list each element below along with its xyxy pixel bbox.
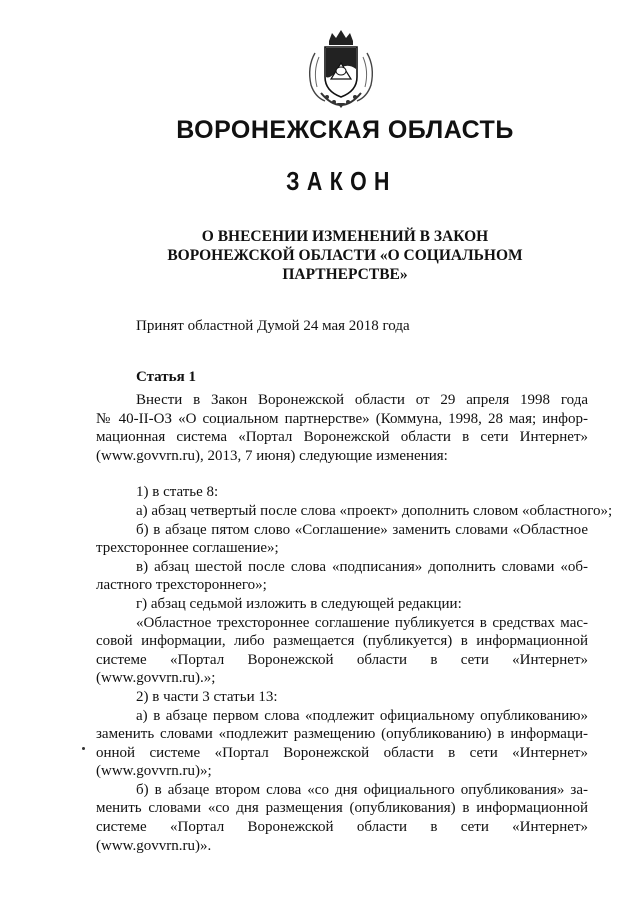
body-text-line: № 40-II-ОЗ «О социальном партнерстве» (Коммуна, 1998, 28 мая; инфор- — [96, 410, 588, 427]
body-text-line: г) абзац седьмой изложить в следующей редакции: — [136, 595, 462, 612]
body-text-line: системе «Портал Воронежской области в сети «Интернет» — [96, 651, 588, 668]
body-text-line: (www.govvrn.ru).»; — [96, 670, 216, 687]
article-body — [96, 391, 613, 855]
body-text-line: онной системе «Портал Воронежской области в сети «Интернет» — [96, 744, 588, 761]
law-title — [150, 227, 540, 284]
body-text-line: (www.govvrn.ru)»; — [96, 763, 212, 780]
body-text-line: трехстороннее соглашение»; — [96, 540, 279, 557]
body-text-line: (www.govvrn.ru)». — [96, 837, 212, 854]
body-text-line: заменить словами «подлежит размещению (опубликованию) в информаци- — [96, 726, 588, 743]
body-text-line: ластного трехстороннего»; — [96, 577, 267, 594]
body-text-line: 2) в части 3 статьи 13: — [136, 688, 278, 705]
body-text-line: «Областное трехстороннее соглашение публикуется в средствах мас- — [136, 614, 588, 631]
body-text-line: совой информации, либо размещается (публикуется) в информационной — [96, 633, 588, 650]
body-text-line: (www.govvrn.ru), 2013, 7 июня) следующие изменения: — [96, 447, 448, 464]
law-title-line: О ВНЕСЕНИИ ИЗМЕНЕНИЙ В ЗАКОН — [201, 228, 489, 245]
article-heading: Статья 1 — [136, 369, 196, 385]
adoption-note: Принят областной Думой 24 мая 2018 года — [136, 318, 410, 334]
body-text-line: в) абзац шестой после слова «подписания» дополнить словами «об- — [136, 558, 588, 575]
body-text-line: б) в абзаце пятом слово «Соглашение» заменить словами «Областное — [136, 521, 588, 538]
body-text-line: мационная система «Портал Воронежской области в сети Интернет» — [96, 429, 588, 446]
law-title-line: ПАРТНЕРСТВЕ» — [282, 266, 408, 283]
body-text-line: системе «Портал Воронежской области в сети «Интернет» — [96, 819, 588, 836]
body-text-line: 1) в статье 8: — [136, 484, 219, 501]
body-text-line: а) абзац четвертый после слова «проект» дополнить словом «областного»; — [136, 502, 613, 519]
body-text-line: менить словами «со дня размещения (опубликования) в информационной — [96, 800, 588, 817]
body-text-line: б) в абзаце втором слова «со дня официального опубликования» за- — [136, 781, 588, 798]
body-text-line: Внести в Закон Воронежской области от 29 апреля 1998 года — [136, 392, 588, 408]
law-title-line: ВОРОНЕЖСКОЙ ОБЛАСТИ «О СОЦИАЛЬНОМ — [167, 247, 523, 264]
body-text-line: а) в абзаце первом слова «подлежит официальному опубликованию» — [136, 707, 588, 724]
region-name: ВОРОНЕЖСКАЯ ОБЛАСТЬ — [176, 116, 514, 144]
voronezh-coat-of-arms-icon — [301, 27, 381, 109]
document-type: ЗАКОН — [286, 166, 397, 196]
paragraph-gap — [96, 465, 588, 483]
scan-speck — [82, 747, 85, 750]
